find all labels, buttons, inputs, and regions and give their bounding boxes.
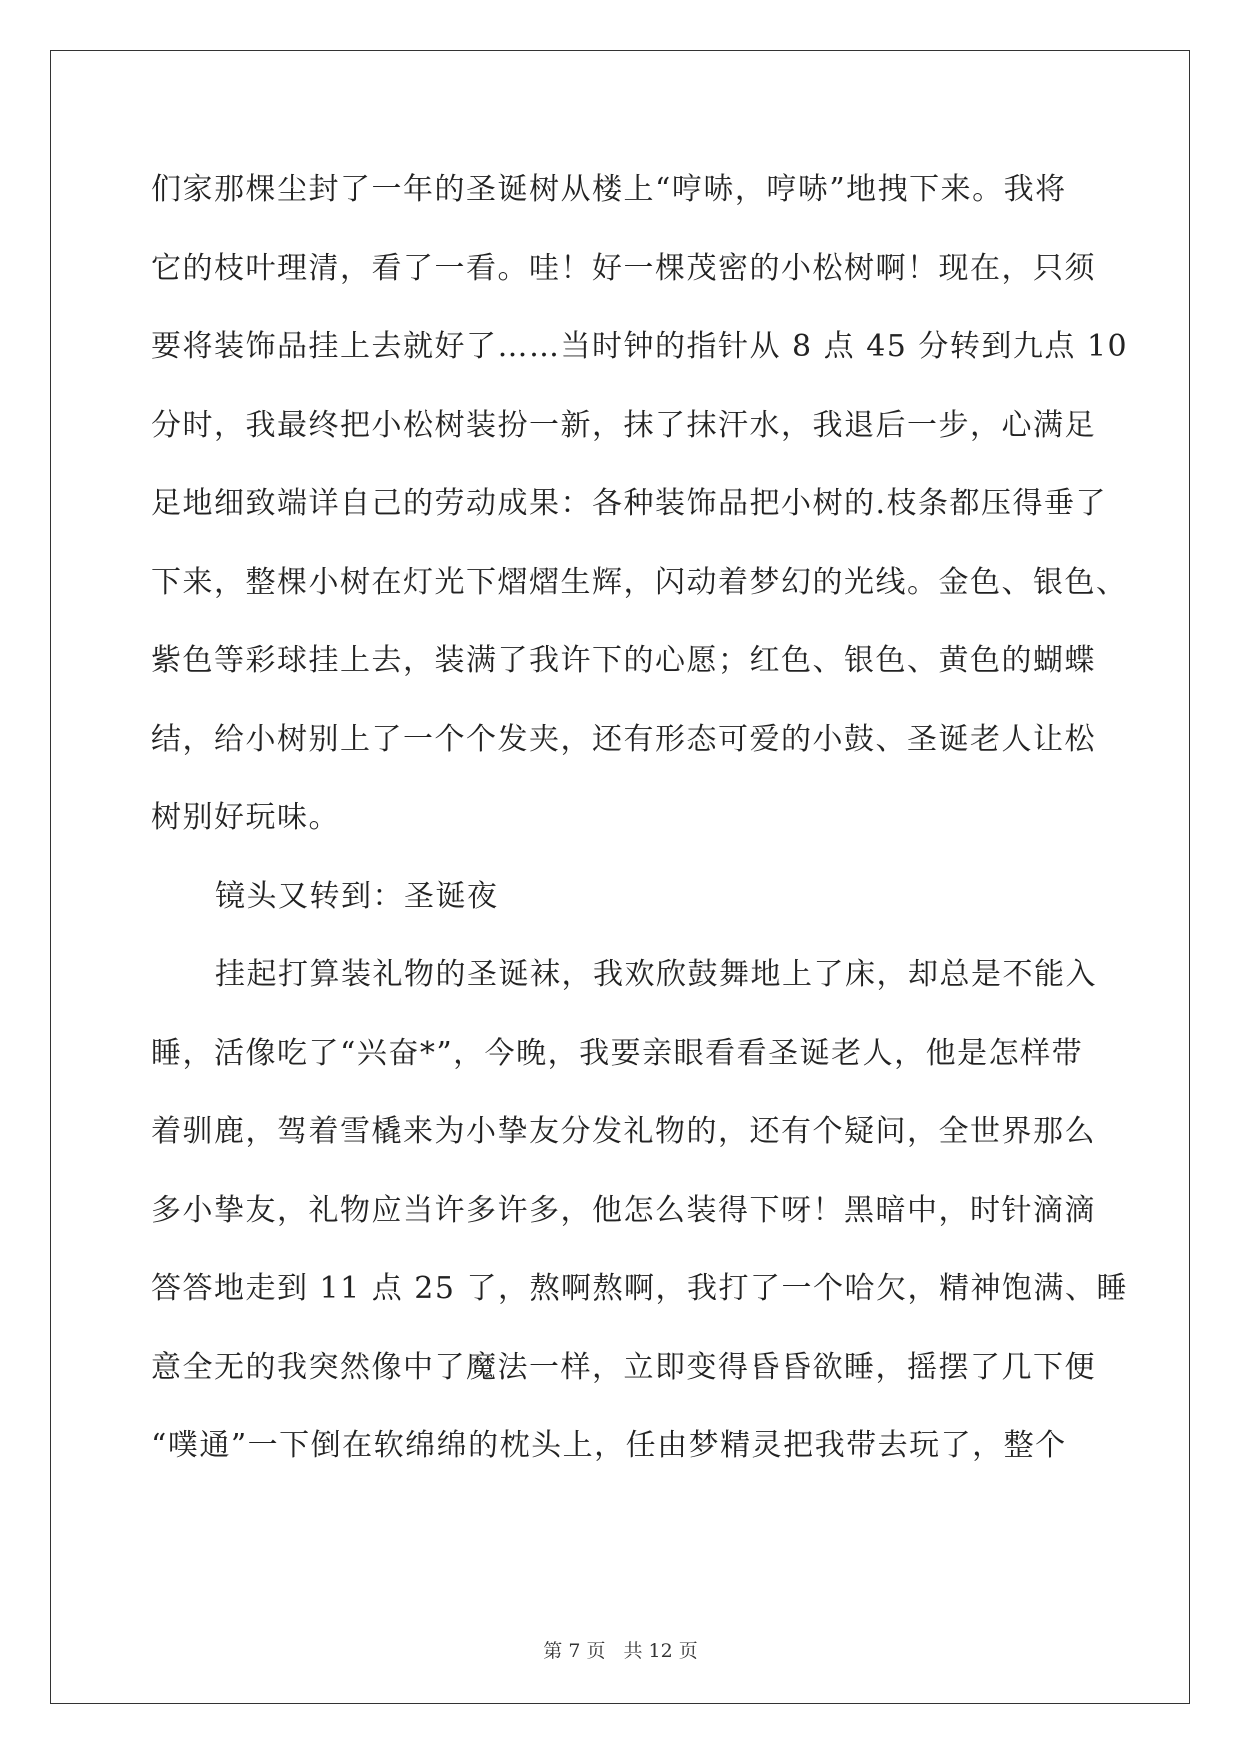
- text-line: 足地细致端详自己的劳动成果：各种装饰品把小树的.枝条都压得垂了: [151, 486, 1108, 521]
- text-line: 意全无的我突然像中了魔法一样，立即变得昏昏欲睡，摇摆了几下便: [151, 1349, 1096, 1385]
- text-line: “噗通”一下倒在软绵绵的枕头上，任由梦精灵把我带去玩了，整个: [151, 1428, 1067, 1463]
- text-line: 结，给小树别上了一个个发夹，还有形态可爱的小鼓、圣诞老人让松: [151, 721, 1096, 757]
- text-line: 分时，我最终把小松树装扮一新，抹了抹汗水，我退后一步，心满足: [151, 407, 1096, 443]
- text-line: 要将装饰品挂上去就好了……当时钟的指针从 8 点 45 分转到九点 10: [151, 329, 1129, 364]
- section-heading: 镜头又转到：圣诞夜: [215, 878, 499, 914]
- page-number: 第 7 页: [543, 1640, 606, 1662]
- text-line: 它的枝叶理清，看了一看。哇！好一棵茂密的小松树啊！现在，只须: [151, 250, 1096, 286]
- text-line: 多小挚友，礼物应当许多许多，他怎么装得下呀！黑暗中，时针滴滴: [151, 1192, 1096, 1228]
- page-footer: [0, 1636, 1241, 1663]
- document-body: [151, 165, 1129, 1500]
- text-line: 下来，整棵小树在灯光下熠熠生辉，闪动着梦幻的光线。金色、银色、: [151, 564, 1128, 600]
- text-line: 答答地走到 11 点 25 了，熬啊熬啊，我打了一个哈欠，精神饱满、睡: [151, 1271, 1128, 1306]
- paragraph-first-line: 挂起打算装礼物的圣诞袜，我欢欣鼓舞地上了床，却总是不能入: [215, 957, 1097, 992]
- text-line: 紫色等彩球挂上去，装满了我许下的心愿；红色、银色、黄色的蝴蝶: [151, 643, 1096, 678]
- text-line: 着驯鹿，驾着雪橇来为小挚友分发礼物的，还有个疑问，全世界那么: [151, 1114, 1096, 1149]
- page-total: 共 12 页: [623, 1640, 698, 1662]
- text-line: 睡，活像吃了“兴奋*”，今晚，我要亲眼看看圣诞老人，他是怎样带: [151, 1035, 1084, 1071]
- text-line: 们家那棵尘封了一年的圣诞树从楼上“哼哧，哼哧”地拽下来。我将: [151, 172, 1067, 207]
- text-line: 树别好玩味。: [151, 800, 340, 835]
